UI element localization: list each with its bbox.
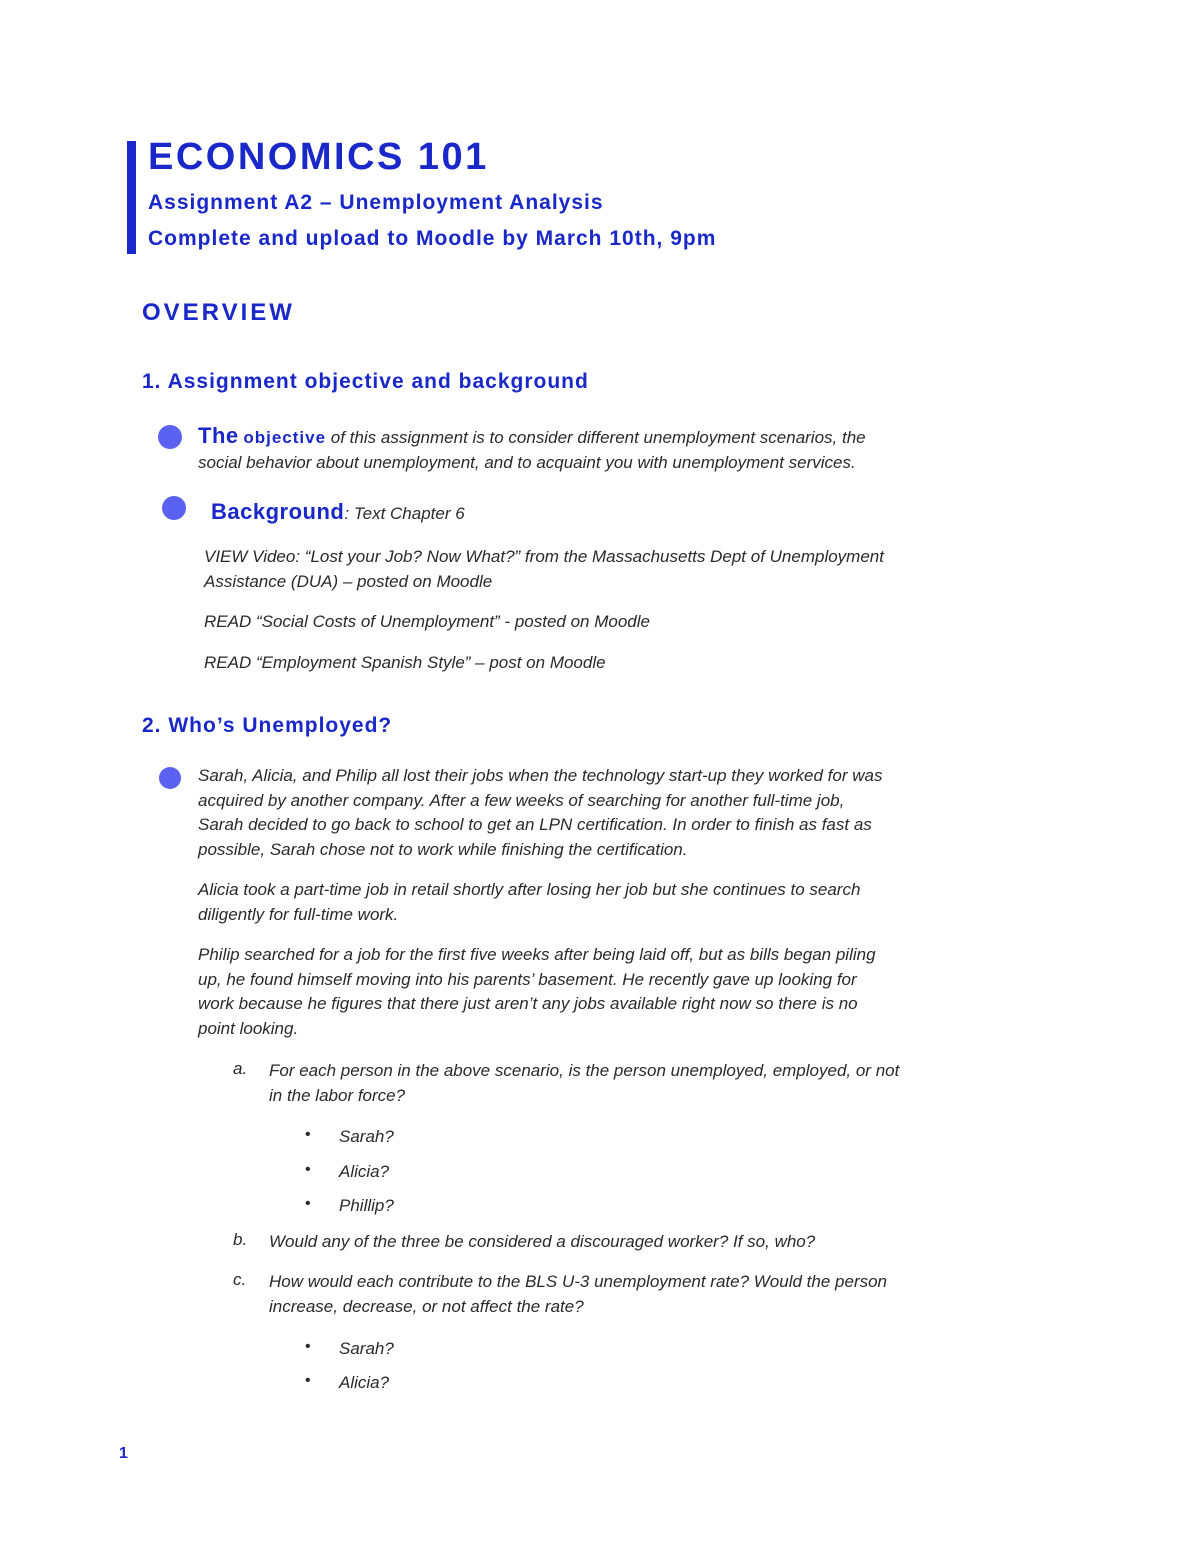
question-line: in the labor force?	[269, 1085, 406, 1105]
paragraph-line: acquired by another company. After a few weeks of searching for another full-time job,	[198, 790, 845, 810]
question-letter: a.	[233, 1059, 248, 1078]
background-line	[211, 500, 1011, 527]
bullet-dot-icon	[162, 496, 186, 520]
background-item	[204, 610, 1024, 635]
scenario-paragraph	[198, 764, 1018, 862]
paragraph-line: point looking.	[198, 1018, 299, 1038]
question-line: For each person in the above scenario, is the person unemployed, employed, or not	[269, 1061, 900, 1080]
background-item	[204, 651, 1024, 676]
bullet-icon: •	[305, 1195, 311, 1212]
objective-lead-word: objective	[243, 428, 327, 447]
objective-paragraph	[198, 424, 1018, 475]
bullet-item: Phillip?	[339, 1196, 394, 1215]
question-text	[269, 1230, 1029, 1255]
bullet-icon: •	[305, 1338, 311, 1355]
bullet-icon: •	[305, 1161, 311, 1178]
philip-paragraph	[198, 943, 1018, 1041]
objective-lead-the: The	[198, 423, 239, 448]
paragraph-line: work because he figures that there just aren’t any jobs available right now so there is no	[198, 994, 858, 1013]
background-item	[204, 545, 1024, 594]
question-line: increase, decrease, or not affect the rate?	[269, 1296, 584, 1316]
bullet-item: Alicia?	[339, 1162, 390, 1181]
question-letter: b.	[233, 1230, 248, 1249]
background-item-line: VIEW Video: “Lost your Job? Now What?” from the Massachusetts Dept of Unemployment	[204, 547, 884, 566]
bullet-item: Sarah?	[339, 1339, 394, 1358]
objective-line2: social behavior about unemployment, and to acquaint you with unemployment services.	[198, 452, 856, 472]
course-title: ECONOMICS 101	[148, 136, 489, 178]
page-number: 1	[119, 1445, 128, 1462]
deadline-line: Complete and upload to Moodle by March 10th, 9pm	[148, 227, 717, 250]
title-accent-bar	[127, 141, 136, 254]
alicia-paragraph	[198, 878, 1018, 927]
overview-heading: OVERVIEW	[142, 299, 295, 326]
paragraph-line: Sarah, Alicia, and Philip all lost their jobs when the technology start-up they worked for was	[198, 766, 883, 785]
question-line: Would any of the three be considered a discouraged worker? If so, who?	[269, 1232, 816, 1251]
background-item-line: READ “Employment Spanish Style” – post on Moodle	[204, 653, 606, 672]
background-lead: Background	[211, 499, 345, 524]
bullet-dot-icon	[158, 425, 182, 449]
paragraph-line: Alicia took a part-time job in retail shortly after losing her job but she continues to search	[198, 880, 861, 899]
paragraph-line: up, he found himself moving into his parents’ basement. He recently gave up looking for	[198, 969, 857, 989]
background-item-line: Assistance (DUA) – posted on Moodle	[204, 571, 493, 591]
bullet-dot-icon	[159, 767, 181, 789]
paragraph-line: Philip searched for a job for the first five weeks after being laid off, but as bills began piling	[198, 945, 876, 964]
background-item-line: READ “Social Costs of Unemployment” - posted on Moodle	[204, 612, 650, 631]
bullet-icon: •	[305, 1126, 311, 1143]
question-text	[269, 1059, 1029, 1108]
section2-heading: 2. Who’s Unemployed?	[142, 714, 393, 737]
objective-line1: of this assignment is to consider different unemployment scenarios, the	[326, 428, 866, 447]
question-letter: c.	[233, 1270, 247, 1289]
bullet-item: Alicia?	[339, 1373, 390, 1392]
assignment-title: Assignment A2 – Unemployment Analysis	[148, 191, 604, 214]
paragraph-line: Sarah decided to go back to school to get an LPN certification. In order to finish as fast as	[198, 815, 872, 834]
section1-heading: 1. Assignment objective and background	[142, 370, 589, 393]
bullet-icon: •	[305, 1372, 311, 1389]
question-line: How would each contribute to the BLS U-3 unemployment rate? Would the person	[269, 1272, 888, 1291]
background-rest: : Text Chapter 6	[344, 504, 465, 523]
question-text	[269, 1270, 1029, 1319]
paragraph-line: possible, Sarah chose not to work while finishing the certification.	[198, 839, 688, 859]
paragraph-line: diligently for full-time work.	[198, 904, 399, 924]
bullet-item: Sarah?	[339, 1127, 394, 1146]
